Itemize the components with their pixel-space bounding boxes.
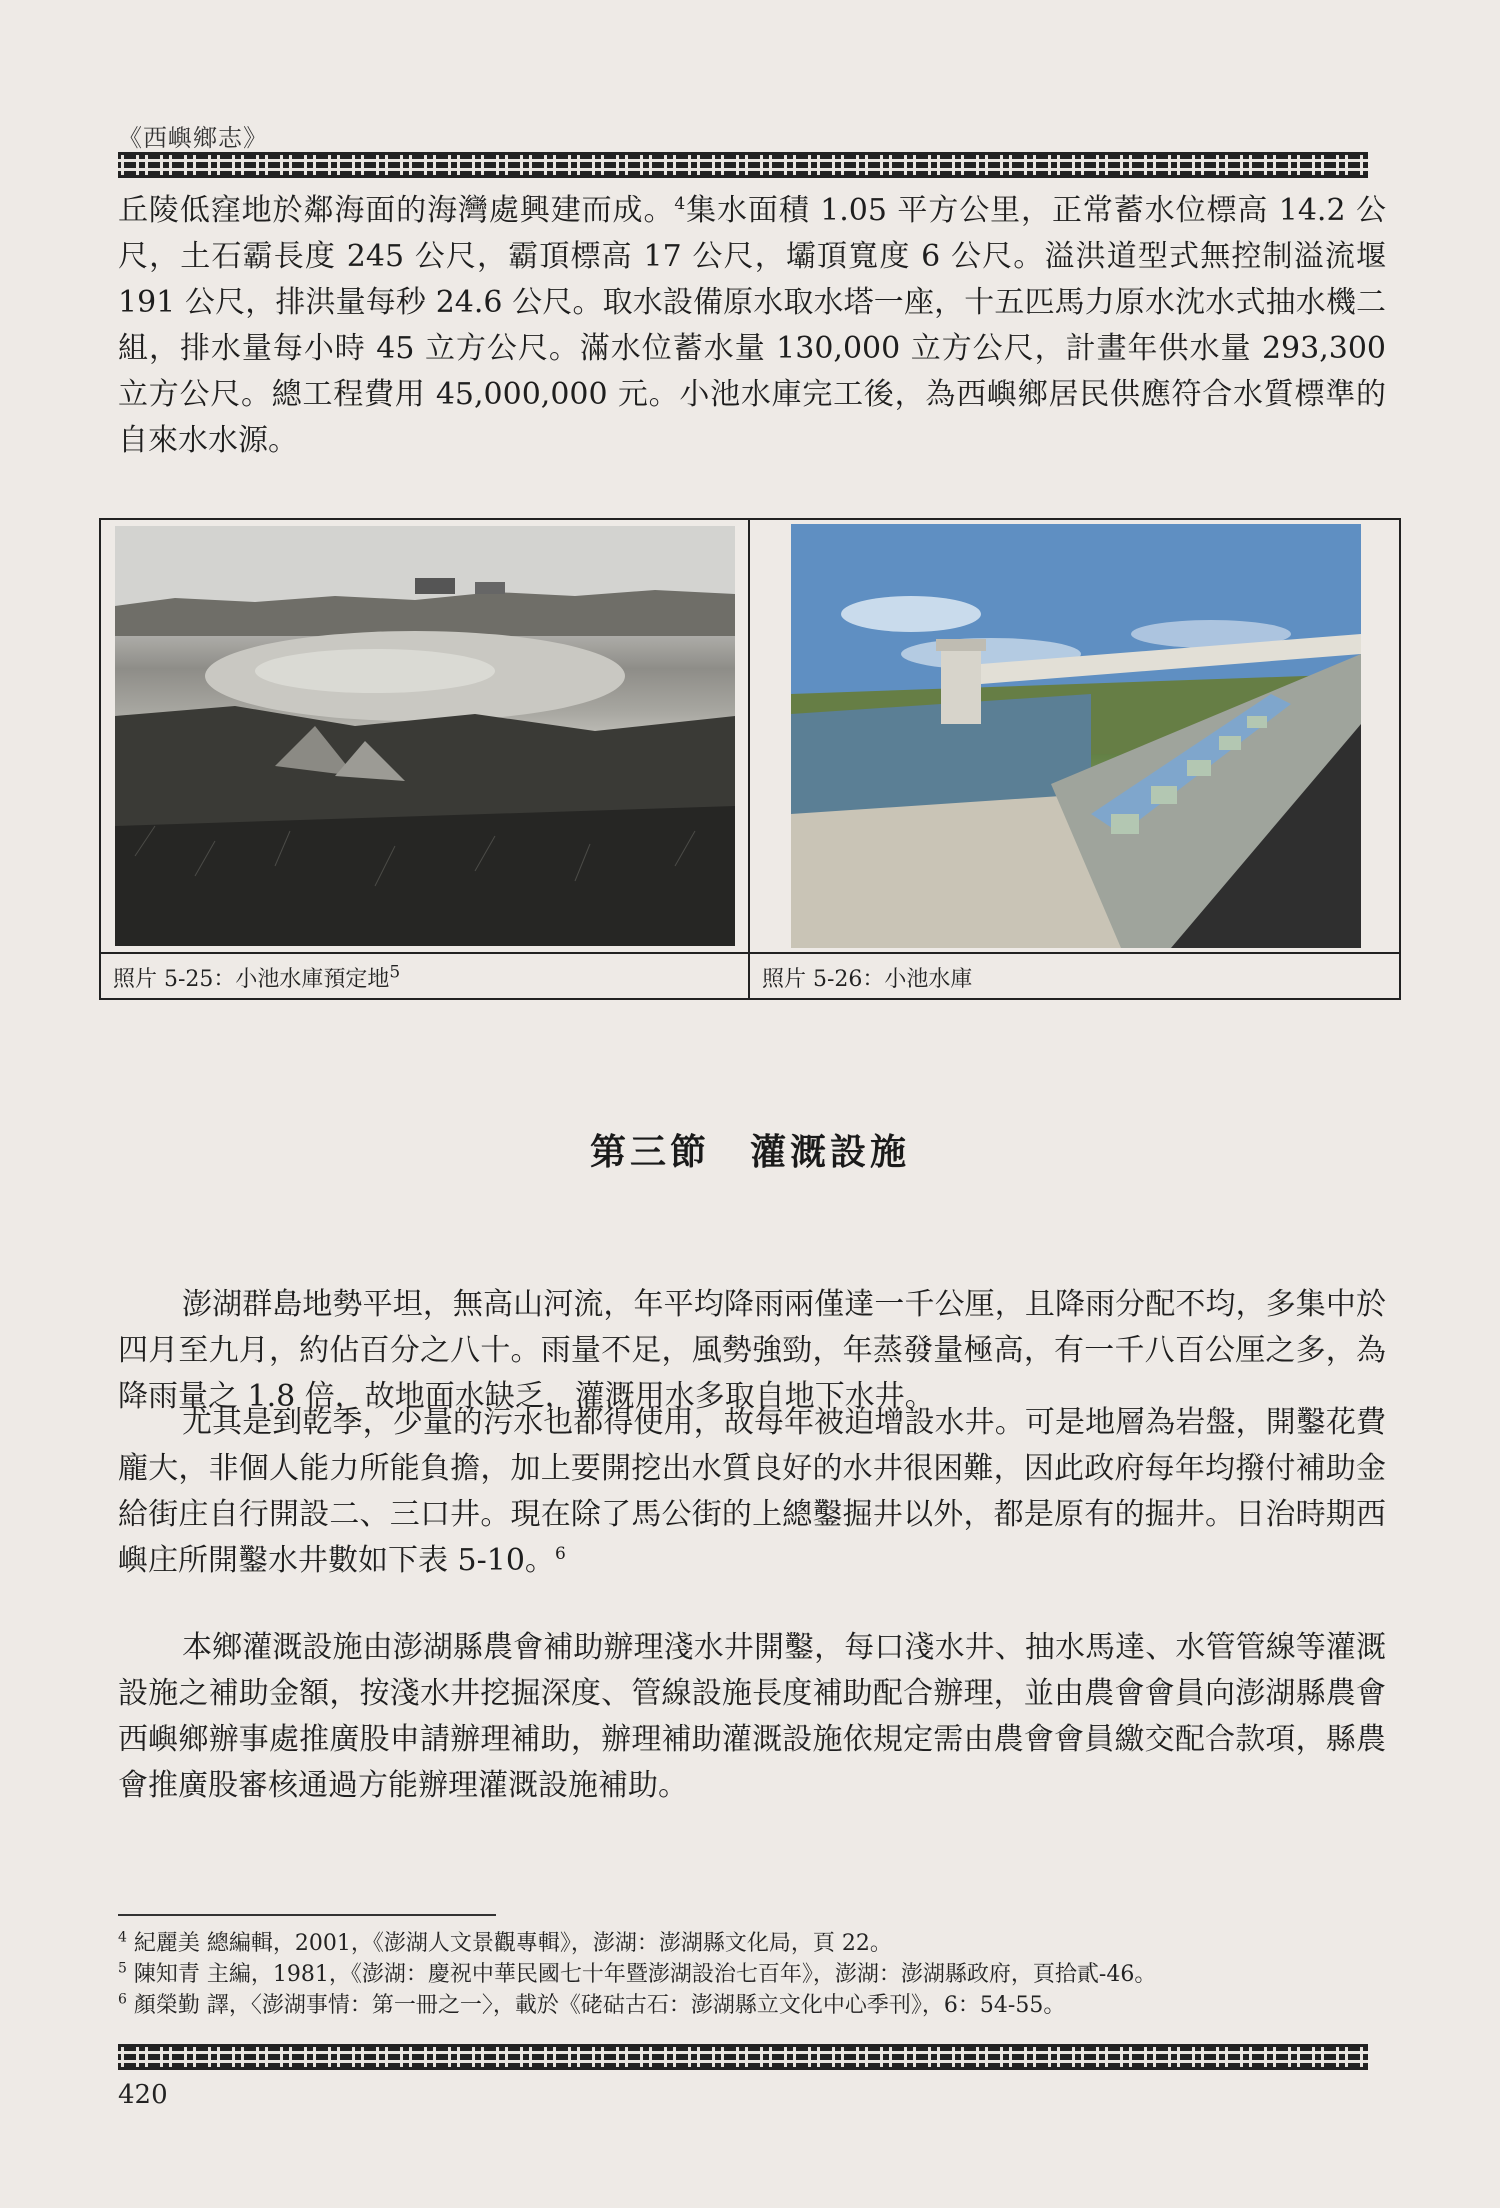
paragraph-text: 本鄉灌溉設施由澎湖縣農會補助辦理淺水井開鑿，每口淺水井、抽水馬達、水管管線等灌溉設施之補助金額，按淺水井挖掘深度、管線設施長度補助配合辦理，並由農會會員向澎湖縣農會西嶼鄉辦事處推廣股申請辦理補助，辦理補助灌溉設施依規定需由農會會員繳交配合款項，縣農會推廣股審核通過方能辦理灌溉設施補助。 (118, 1630, 1386, 1803)
reservoir-photo (791, 524, 1361, 948)
photo-cell-left (101, 520, 750, 952)
footnote-number: 6 (118, 1991, 127, 2008)
footnote-ref: 6 (554, 1544, 566, 1564)
caption-text: 照片 5-25：小池水庫預定地 (113, 967, 390, 992)
photo-caption-left (101, 952, 750, 998)
intro-text: 丘陵低窪地於鄰海面的海灣處興建而成。 (118, 193, 675, 228)
paragraph-text: 尤其是到乾季，少量的污水也都得使用，故每年被迫增設水井。可是地層為岩盤，開鑿花費龐大，非個人能力所能負擔，加上要開挖出水質良好的水井很困難，因此政府每年均撥付補助金給街庄自行開設二、三口井。現在除了馬公街的上總鑿掘井以外，都是原有的掘井。日治時期西嶼庄所開鑿水井數如下表 5-10。 (118, 1405, 1386, 1578)
footnote (118, 1928, 1386, 1959)
paragraph-text: 澎湖群島地勢平坦，無高山河流，年平均降雨兩僅達一千公厘，且降雨分配不均，多集中於四月至九月，約佔百分之八十。雨量不足，風勢強勁，年蒸發量極高，有一千八百公厘之多，為降雨量之 1.8 倍，故地面水缺乏，灌溉用水多取自地下水井。 (118, 1287, 1386, 1414)
body-paragraph (118, 1400, 1386, 1584)
footnote-divider (118, 1914, 496, 1916)
photo-table (99, 518, 1401, 1000)
photo-caption-right (750, 952, 1399, 998)
running-header: 《西嶼鄉志》 (118, 124, 268, 152)
footnote (118, 1959, 1386, 1990)
reservoir-photo-art (791, 524, 1361, 948)
footnote-ref: 5 (389, 962, 401, 983)
caption-text: 照片 5-26：小池水庫 (762, 967, 973, 992)
footnote-text: 顏榮勤 譯，〈澎湖事情：第一冊之一〉，載於《硓𥑮古石：澎湖縣立文化中心季刊》，6：54-55。 (133, 1993, 1066, 2018)
footnote-number: 5 (118, 1960, 127, 1977)
footnotes (118, 1928, 1386, 2021)
reservoir-site-photo-art (115, 526, 735, 946)
intro-paragraph (118, 188, 1386, 464)
intro-text-continued: 集水面積 1.05 平方公里，正常蓄水位標高 14.2 公尺，土石霸長度 245 公尺，霸頂標高 17 公尺，壩頂寬度 6 公尺。溢洪道型式無控制溢流堰 191 公尺，排洪量每秒 24.6 公尺。取水設備原水取水塔一座，十五匹馬力原水沈水式抽水機二組，排水量每小時 45 立方公尺。滿水位蓄水量 130,000 立方公尺，計畫年供水量 293,300 立方公尺。總工程費用 45,000,000 元。小池水庫完工後，為西嶼鄉居民供應符合水質標準的自來水水源。 (118, 193, 1386, 458)
footnote-number: 4 (118, 1929, 127, 1946)
footnote-ref: 4 (674, 194, 686, 214)
footnote (118, 1990, 1386, 2021)
footnote-text: 陳知青 主編，1981，《澎湖：慶祝中華民國七十年暨澎湖設治七百年》，澎湖：澎湖縣政府，頁拾貳-46。 (133, 1962, 1157, 1987)
section-heading: 第三節 灌溉設施 (589, 1131, 910, 1173)
footnote-text: 紀麗美 總編輯，2001，《澎湖人文景觀專輯》，澎湖：澎湖縣文化局，頁 22。 (133, 1931, 892, 1956)
page-number: 420 (118, 2080, 168, 2110)
photo-cell-right (750, 520, 1399, 952)
body-paragraph (118, 1625, 1386, 1809)
decorative-border-top (118, 152, 1368, 178)
decorative-border-bottom (118, 2044, 1368, 2070)
reservoir-site-photo (115, 526, 735, 946)
